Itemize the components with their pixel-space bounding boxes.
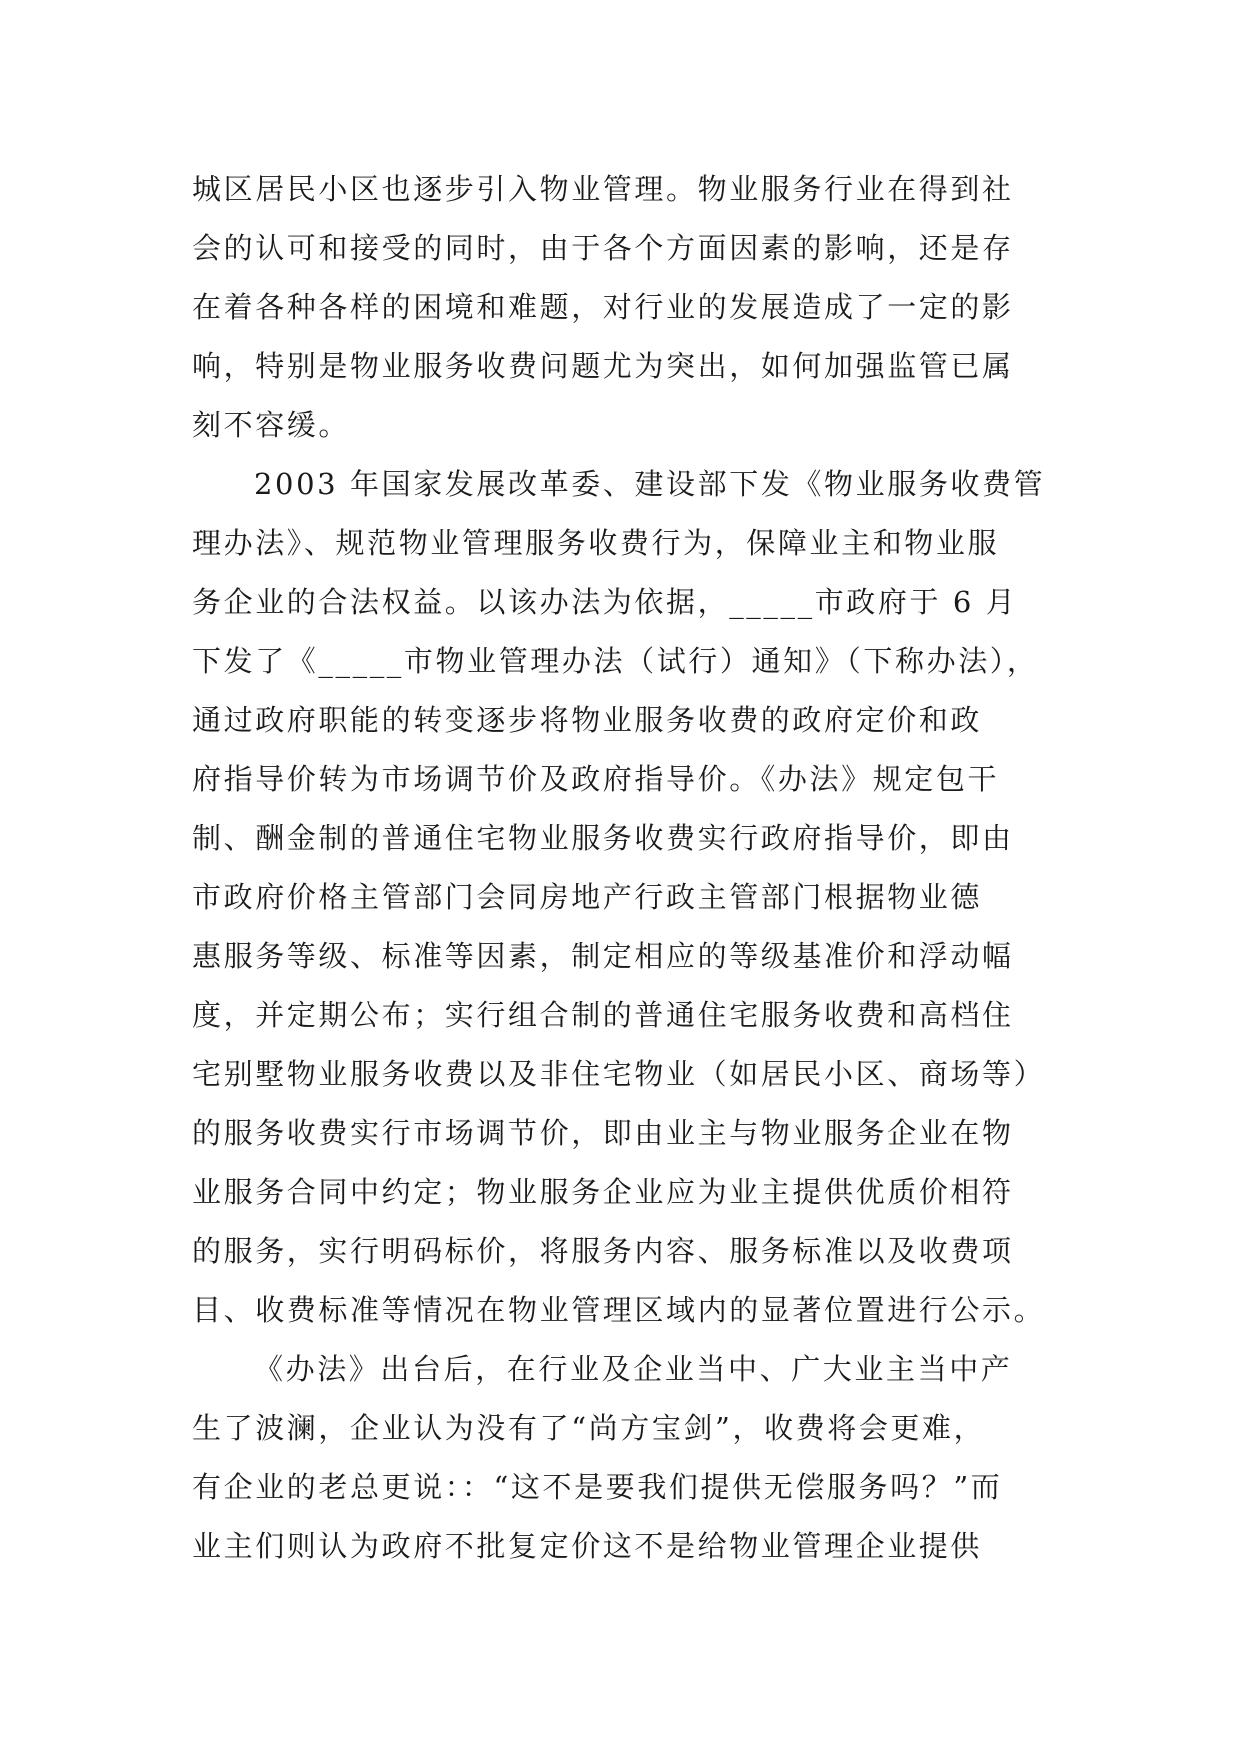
- paragraph-line: 府指导价转为市场调节价及政府指导价。《办法》规定包干: [192, 762, 1000, 796]
- paragraph-line: 的服务，实行明码标价，将服务内容、服务标准以及收费项: [192, 1234, 1014, 1268]
- paragraph-line: 业服务合同中约定；物业服务企业应为业主提供优质价相符: [192, 1175, 1014, 1209]
- paragraph-line: 城区居民小区也逐步引入物业管理。物业服务行业在得到社: [192, 172, 1014, 206]
- paragraph: [192, 1340, 1052, 1576]
- paragraph-line: 在着各种各样的困境和难题，对行业的发展造成了一定的影: [192, 290, 1014, 324]
- paragraph-line: 务企业的合法权益。以该办法为依据，_____市政府于 6 月: [192, 585, 1018, 619]
- paragraph: [192, 160, 1052, 455]
- paragraph-line: 的服务收费实行市场调节价，即由业主与物业服务企业在物: [192, 1116, 1014, 1150]
- paragraph-line: 通过政府职能的转变逐步将物业服务收费的政府定价和政: [192, 703, 983, 737]
- paragraph-line: 制、酬金制的普通住宅物业服务收费实行政府指导价，即由: [192, 821, 1014, 855]
- paragraph-line: 刻不容缓。: [192, 408, 351, 442]
- paragraph-line: 度，并定期公布；实行组合制的普通住宅服务收费和高档住: [192, 998, 1014, 1032]
- paragraph-line: 目、收费标准等情况在物业管理区域内的显著位置进行公示。: [192, 1293, 1046, 1327]
- paragraph-line: 业主们则认为政府不批复定价这不是给物业管理企业提供: [192, 1529, 983, 1563]
- paragraph-line: 市政府价格主管部门会同房地产行政主管部门根据物业德: [192, 880, 983, 914]
- paragraph-line: 响，特别是物业服务收费问题尤为突出，如何加强监管已属: [192, 349, 1014, 383]
- paragraph-line: 下发了《_____市物业管理办法（试行）通知》（下称办法），: [192, 644, 1039, 678]
- paragraph-line: 惠服务等级、标准等因素，制定相应的等级基准价和浮动幅: [192, 939, 1014, 973]
- paragraph-line: 理办法》、规范物业管理服务收费行为，保障业主和物业服: [192, 526, 1000, 560]
- paragraph-line: 宅别墅物业服务收费以及非住宅物业（如居民小区、商场等）: [192, 1057, 1046, 1091]
- paragraph-line: 2003 年国家发展改革委、建设部下发《物业服务收费管: [254, 467, 1046, 501]
- document-body: [192, 160, 1052, 1576]
- paragraph-line: 《办法》出台后，在行业及企业当中、广大业主当中产: [254, 1352, 1013, 1386]
- paragraph-line: 生了波澜，企业认为没有了“尚方宝剑”，收费将会更难，: [192, 1411, 986, 1445]
- paragraph: [192, 455, 1052, 1340]
- paragraph-line: 有企业的老总更说：：“这不是要我们提供无偿服务吗？”而: [192, 1470, 1003, 1504]
- paragraph-line: 会的认可和接受的同时，由于各个方面因素的影响，还是存: [192, 231, 1014, 265]
